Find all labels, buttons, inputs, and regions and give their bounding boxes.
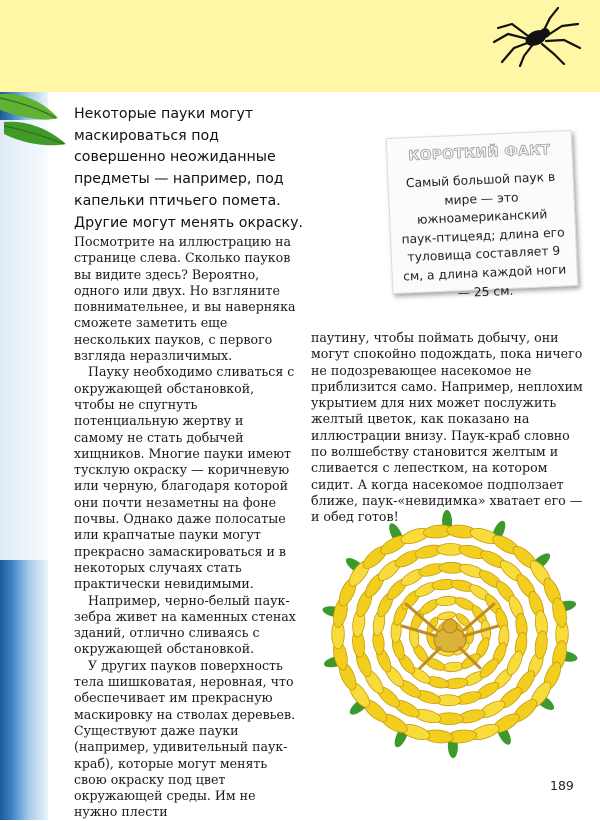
paragraph: Посмотрите на иллюстрацию на странице слева. Сколько пауков вы видите здесь? Вероятно, одного или двух. Но взгляните повнимательнее, и вы наверняка сможете заметить еще нескольких пауков, с первого взгляда неразличимых.: [74, 234, 296, 364]
left-column: [74, 234, 296, 821]
short-fact-text: Самый большой паук в мире — это южноамериканский паук-птицеяд; длина его туловища составляет 9 см, а длина каждой ноги — 25 см.: [401, 169, 567, 300]
paragraph: Пауку необходимо сливаться с окружающей обстановкой, чтобы не спугнуть потенциальную жертву и самому не стать добычей хищников. Многие пауки имеют тусклую окраску — коричневую или черную, благодаря которой они почти незаметны на фоне почвы. Однако даже полосатые или крапчатые пауки могут прекрасно замаскироваться и в некоторых случаях стать практически невидимыми.: [74, 364, 295, 592]
intro-text: Некоторые пауки могут маскироваться под совершенно неожиданные предметы — например, под капельки птичьего помета. Другие могут менять окраску.: [74, 106, 304, 231]
flower-petal: [504, 649, 525, 677]
flower-petal: [534, 630, 549, 659]
paragraph: У других пауков поверхность тела шишковатая, неровная, что обеспечивает им прекрасную маскировку на стволах деревьев. Существуют даже пауки (например, удивительный паук-краб), которые могут менять свою окраску под цвет окружающей среды. Им не нужно плести: [74, 657, 296, 820]
leaf-icon: [0, 92, 80, 150]
right-column: [311, 330, 583, 526]
page-number: 189: [550, 778, 574, 793]
spider-icon: [490, 6, 582, 68]
crab-spider-head: [443, 619, 457, 633]
short-fact-box: [386, 130, 579, 300]
flower-illustration: [318, 502, 582, 770]
paragraph: паутину, чтобы поймать добычу, они могут спокойно подождать, пока ничего не подозревающее насекомое не приблизится само. Например, неплохим укрытием для них может послужить желтый цветок, как показано на иллюстрации внизу. Паук-краб словно по волшебству становится желтым и сливается с лепестком, на котором сидит. А когда насекомое подползает ближе, паук-«невидимка» хватает его — и обед готов!: [311, 330, 583, 525]
short-fact-title: КОРОТКИЙ ФАКТ: [408, 141, 551, 165]
side-strip-highlight: [0, 120, 48, 560]
paragraph: Например, черно-белый паук-зебра живет на каменных стенах зданий, отлично сливаясь с окружающей обстановкой.: [74, 592, 296, 657]
